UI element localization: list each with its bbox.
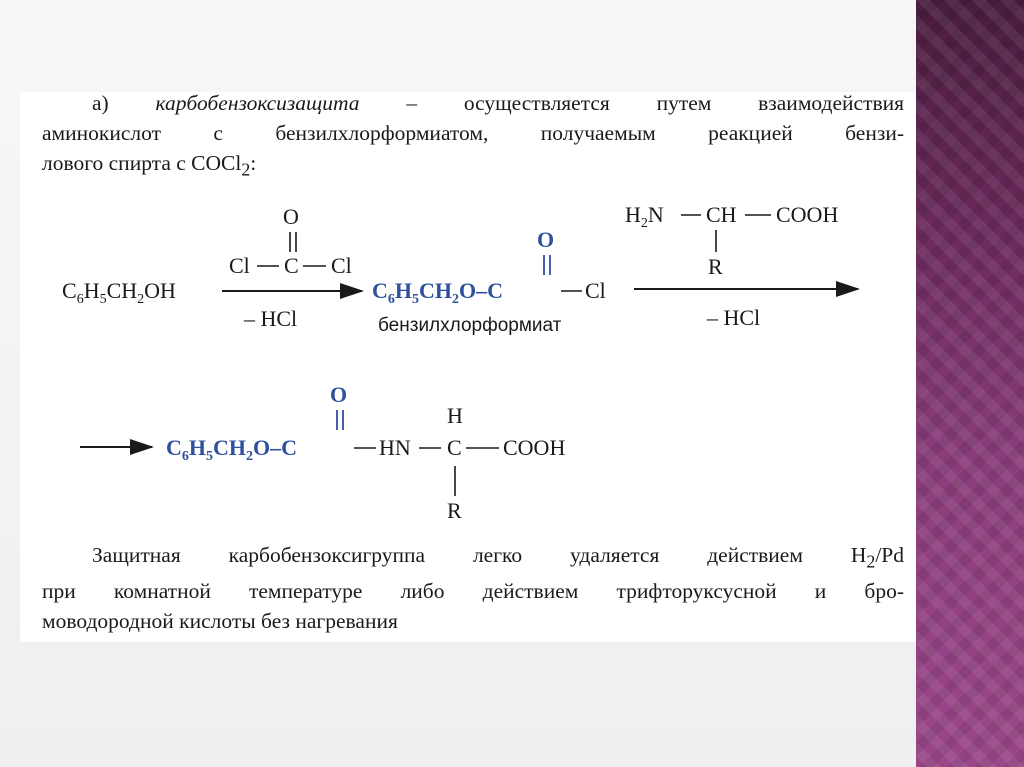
intro-line-2: аминокислот с бензилхлорформиатом, получаемым реакцией бензи- <box>42 121 904 145</box>
benzyl-chloroformate-formula: $C_6H_5CH_2O-C$ <box>372 278 504 307</box>
amino-acid-r-group: R <box>708 254 723 279</box>
list-marker: а) <box>92 91 109 115</box>
phosgene-carbon: C <box>284 253 299 278</box>
deprotection-paragraph <box>42 540 904 636</box>
deprotection-line-2: при комнатной температуре либо действием трифторуксусной и бро- <box>42 579 904 604</box>
phosgene-cl-left: Cl <box>229 253 250 278</box>
amino-acid-ch: CH <box>706 202 737 227</box>
intro-line-1-rest: – осуществляется путем взаимодействия <box>406 91 905 115</box>
intro-line-3: лового спирта с COCl$_2$: <box>42 151 257 180</box>
benzyl-chloroformate-name: бензилхлорформиат <box>378 315 562 336</box>
product2-r-group: R <box>447 498 462 523</box>
step1-byproduct-hcl: – HCl <box>244 306 298 331</box>
amino-acid-cooh: COOH <box>776 202 839 227</box>
benzyl-alcohol: $C_6H_5CH_2OH$ <box>62 278 176 307</box>
phosgene-oxygen: O <box>283 204 299 229</box>
decorative-side-band <box>916 0 1024 767</box>
cbz-protected-amino-acid: $C_6H_5CH_2O-C$ <box>166 435 298 464</box>
amino-acid-amine: $H_2N$ <box>625 202 664 231</box>
product2-alpha-carbon: C <box>447 435 462 460</box>
product2-cooh: COOH <box>503 435 566 460</box>
term-carbobenzoxy: карбобензоксизащита <box>155 91 360 115</box>
product2-oxo-oxygen: O <box>330 382 348 407</box>
phosgene-cl-right: Cl <box>331 253 352 278</box>
product1-chlorine: Cl <box>585 278 606 303</box>
product1-oxo-oxygen: O <box>537 227 555 252</box>
product2-alpha-hydrogen: H <box>447 403 463 428</box>
step2-byproduct-hcl: – HCl <box>707 305 761 330</box>
product2-hn: HN <box>379 435 411 460</box>
deprotection-line-1: Защитная карбобензоксигруппа легко удаляется действием $H_2/Pd$ <box>92 543 904 572</box>
deprotection-line-3: моводородной кислоты без нагревания <box>42 609 398 634</box>
